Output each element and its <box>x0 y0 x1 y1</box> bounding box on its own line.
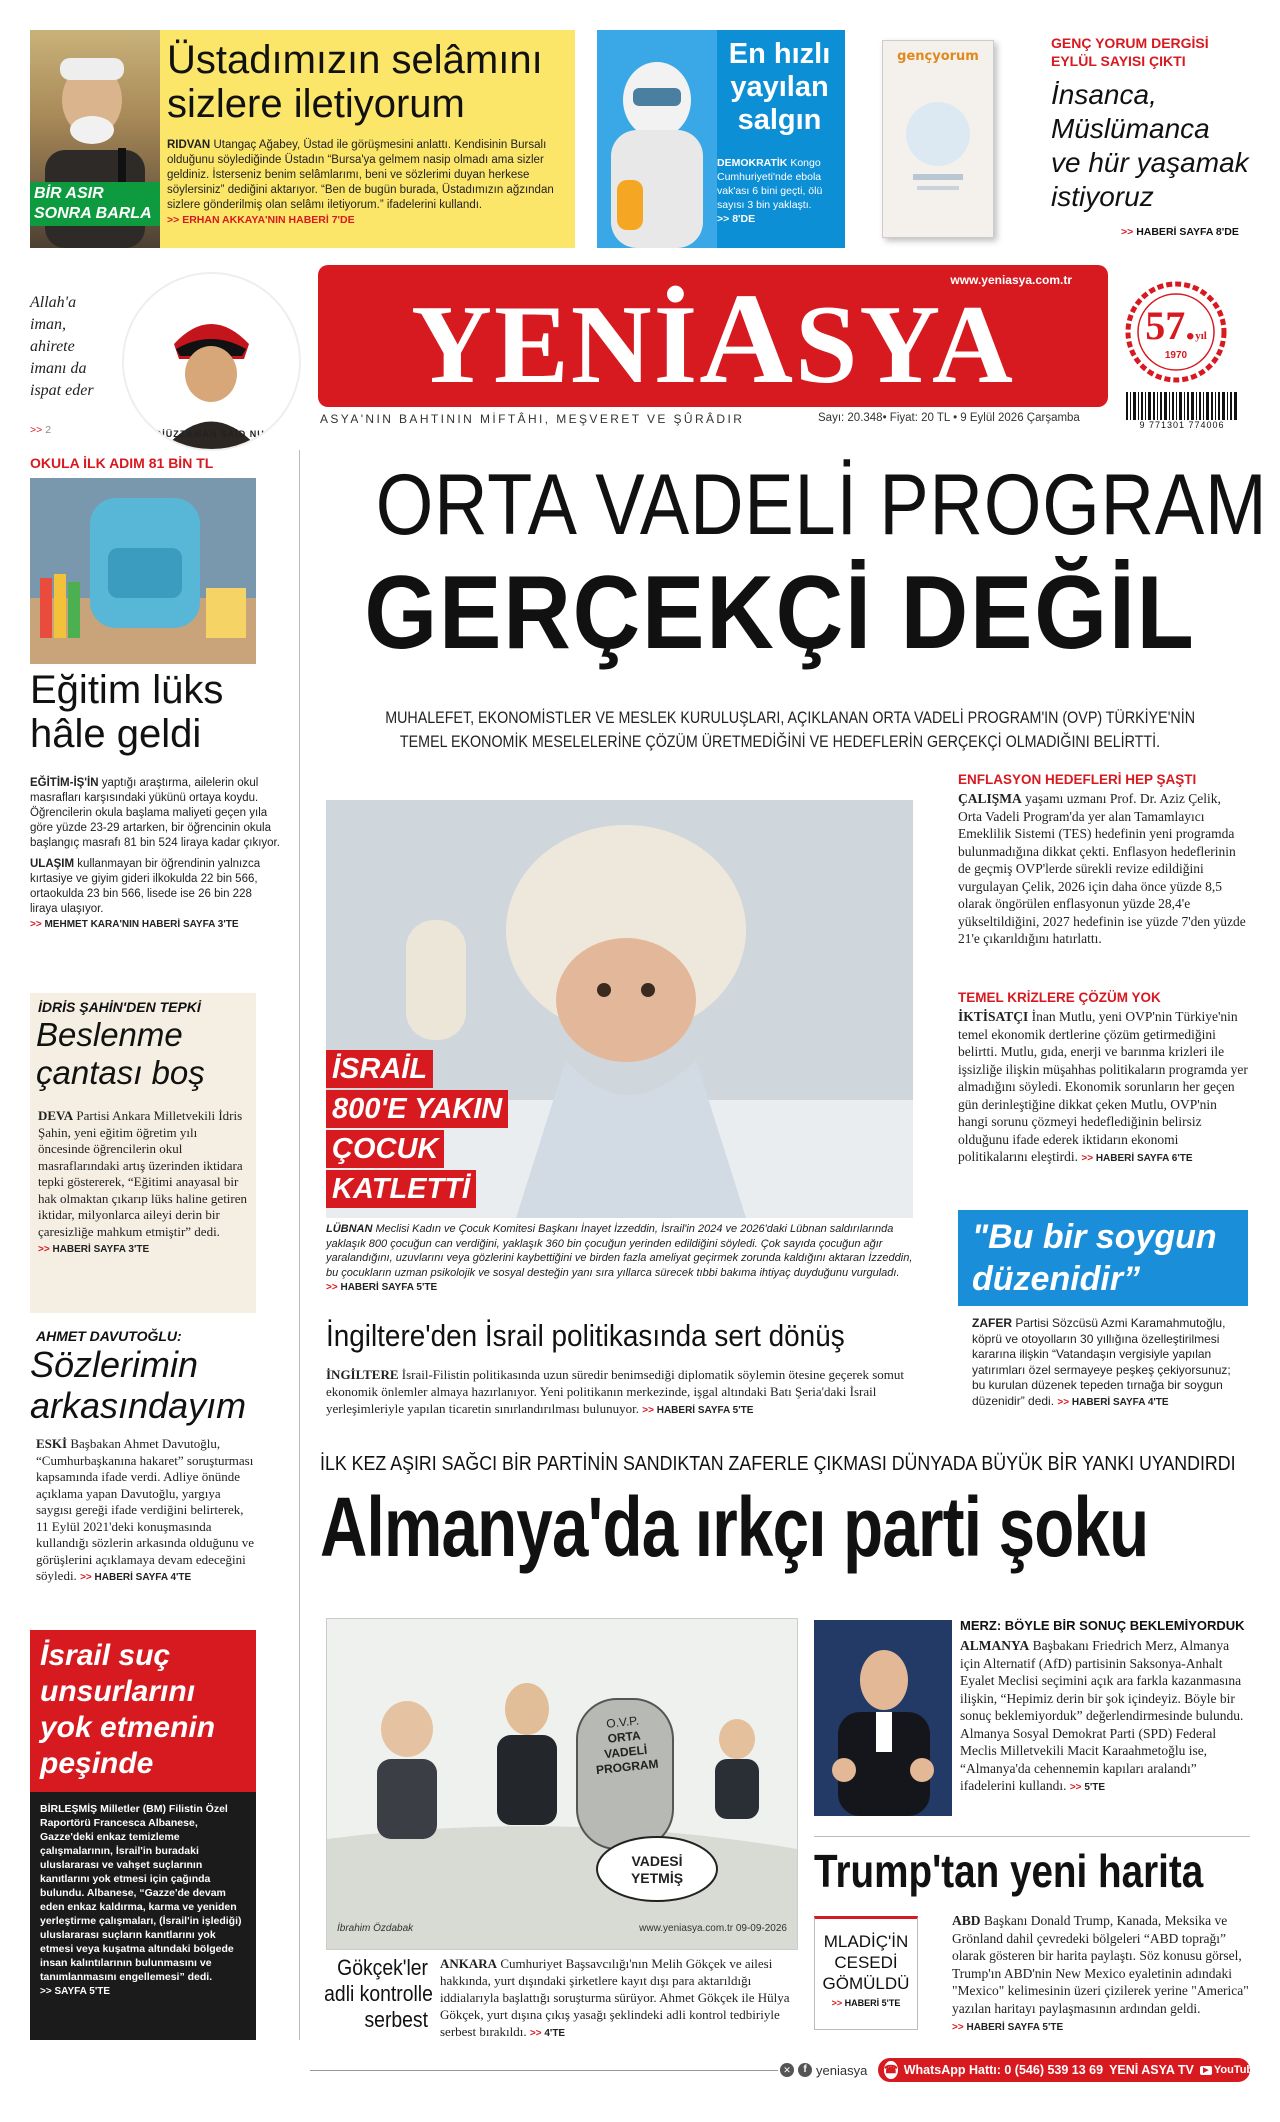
soygun-text: ZAFER Partisi Sözcüsü Azmi Karamahmutoğlu, köprü ve otoyolların 30 yıllığına özelleştirilmesi kararına ilişkin “Vatandaşın vergisiyle yapılan yatırımları özel sermayeye peşkeş çekiyorsunuz; bu kurulan düzenek tepeden tırnağa bir soygun düzenidir” dedi. >> HABERİ SAYFA 4'TE <box>972 1316 1231 1408</box>
mladic-box[interactable] <box>814 1916 918 2030</box>
ustad-photo <box>30 30 160 248</box>
beslenme-text: DEVA Partisi Ankara Milletvekili İdris Şahin, yeni eğitim öğretim yılı öncesinde öğrencilerin okul masraflarındaki artış üzerinden iktidara tepki göstererek, “Eğitimi anayasal bir hak olmaktan çıkarıp lüks haline getiren iktidar, milyonlarca aileyi derin bir çaresizliğe mahkum etmiştir” dedi. >> HABERİ SAYFA 3'TE <box>38 1108 248 1255</box>
okul-text: EĞİTİM-İŞ'İN yaptığı araştırma, ailelerin okul masrafları karşısındaki yükünü ortaya koydu. Öğrencilerin okula başlama maliyeti geçen yıla göre yüzde 23-29 artarken, bir öğrencinin okula başlangıç masrafı 81 bin 524 liraya kadar çıkıyor. ULAŞIM kullanmayan bir öğrendinin yalnızca kırtasiye ve giyim gideri ilkokulda 22 bin 566, ortaokulda 23 bin 566, lisede ise 26 bin 228 liraya ulaşıyor. >> MEHMET KARA'NIN HABERİ SAYFA 3'TE <box>30 776 282 932</box>
footer-whatsapp[interactable] <box>878 2058 1260 2082</box>
tv-label[interactable]: YENİ ASYA TV <box>1109 2063 1194 2077</box>
masthead-quote-ref[interactable]: >> 2 <box>30 424 52 436</box>
krizler-ref[interactable]: >> HABERİ SAYFA 6'TE <box>1081 1153 1193 1164</box>
main-summary: MUHALEFET, EKONOMİSTLER VE MESLEK KURULUŞLARI, AÇIKLANAN ORTA VADELİ PROGRAM'IN (OVP) TÜRKİYE'NİN TEMEL EKONOMİK MESELELERİNE ÇÖZÜM ÜRETMEDİĞİNİ VE HEDEFLERİN GERÇEKÇİ OLMADIĞINI BELİRTTİ. <box>385 708 1196 751</box>
said-nursi-portrait <box>122 272 301 451</box>
okul-ref[interactable]: >> MEHMET KARA'NIN HABERİ SAYFA 3'TE <box>30 919 239 930</box>
cartoon-tombstone-text: O.V.P. ORTA VADELİ PROGRAM <box>595 1713 660 1778</box>
photo-caption: LÜBNAN Meclisi Kadın ve Çocuk Komitesi Başkanı İnayet İzzeddin, İsrail'in 2024 ve 2026'daki Lübnan saldırılarında yaklaşık 800 çocuğun can verdiğini, yaklaşık 360 bin çocuğun yerinden edildiğini söyledi. Çok sayıda çocuğun ağır yaralandığını, uzuvlarını veya gözlerini kaybettiğini ve birden fazla ameliyat geçirmek zorunda kaldığını aktaran İzzeddin, bu çocukların uzman psikolojik ve sosyal desteğin yanı sıra yıllarca sürecek tıbbi bakıma ihtiyaç duyduğunu vurguladı. >> HABERİ SAYFA 5'TE <box>326 1223 913 1293</box>
enflasyon-kicker: ENFLASYON HEDEFLERİ HEP ŞAŞTI <box>958 772 1197 787</box>
anniversary-number: 57.yıl <box>1145 303 1207 348</box>
left-column-divider <box>299 450 300 2040</box>
almanya-kicker: İLK KEZ AŞIRI SAĞCI BİR PARTİNİN SANDIKTAN ZAFERLE ÇIKMASI DÜNYADA BÜYÜK BİR YANKI UYANDIRDI <box>320 1453 1236 1475</box>
cartoon-illustration <box>327 1619 797 1949</box>
masthead-quote: Allah'a iman, ahirete imanı da ispat eder <box>30 294 94 399</box>
footer-rule <box>310 2070 778 2071</box>
main-headline <box>310 455 1268 671</box>
soygun-quote-box: "Bu bir soygun düzenidir” <box>958 1210 1248 1306</box>
promo-salgin[interactable] <box>597 30 845 248</box>
mladic-ref[interactable]: >> HABERİ 5'TE <box>831 1998 901 2008</box>
beslenme-title: Beslenme çantası boş <box>36 1016 205 1091</box>
ingiltere-text: İNGİLTERE İsrail-Filistin politikasında uzun süredir benimsediği diplomatik söylemin ötesine geçerek somut ekonomik önlemler almaya hazırlanıyor. Yeni politikanın merkezinde, işgal altındaki Batı Şeria'daki İsrail yerleşimleriyle yapılan ticaretin sınırlandırılması bulunuyor. >> HABERİ SAYFA 5'TE <box>326 1367 904 1416</box>
davutoglu-kicker: AHMET DAVUTOĞLU: <box>36 1328 182 1344</box>
facebook-icon[interactable]: f <box>798 2063 812 2077</box>
merz-photo <box>814 1620 952 1816</box>
gokcek-ref[interactable]: >> 4'TE <box>529 2028 566 2039</box>
trump-headline: Trump'tan yeni harita <box>814 1845 1204 1897</box>
almanya-headline: Almanya'da ırkçı parti şoku <box>320 1480 1149 1574</box>
soygun-ref[interactable]: >> HABERİ SAYFA 4'TE <box>1057 1396 1169 1408</box>
beslenme-kicker: İDRİS ŞAHİN'DEN TEPKİ <box>38 999 201 1015</box>
merz-ref[interactable]: >> 5'TE <box>1069 1782 1106 1793</box>
cartoon-bubble-text: VADESİ YETMİŞ <box>630 1853 684 1886</box>
ingiltere-ref[interactable]: >> HABERİ SAYFA 5'TE <box>642 1405 754 1416</box>
okul-kicker: OKULA İLK ADIM 81 BİN TL <box>30 455 214 471</box>
logo-left: YENİ <box>411 283 700 407</box>
israil-box-title: İsrail suç unsurlarını yok etmenin peşinde <box>30 1630 256 1792</box>
davutoglu-text: ESKİ Başbakan Ahmet Davutoğlu, “Cumhurbaşkanına hakaret” soruşturması kapsamında ifade verdi. Adliye önünde açıklama yapan Davutoğlu, yargıya saygısı gereği ifade verdiğini belirterek, 11 Eylül 2021'deki konuşmasında kullandığı sözlerin arkasında olduğunu ve görüşlerini açıklamaya devam edeceğini söyledi. >> HABERİ SAYFA 4'TE <box>36 1436 255 1583</box>
main-headline-line2: GERÇEKÇİ DEĞİL <box>364 555 1196 671</box>
portrait-caption: BEDİÜZZAMAN SAİD NURSİ <box>140 429 283 439</box>
salgin-title: En hızlı yayılan salgın <box>728 38 831 136</box>
logo-mid: A <box>699 267 796 411</box>
school-supplies-photo <box>30 478 256 664</box>
ustad-tag: BİR ASIR SONRA BARLA <box>30 182 160 226</box>
gokcek-text: ANKARA Cumhuriyet Başsavcılığı'nın Melih Gökçek ve ailesi hakkında, yurt dışındaki şirketlere kayıt dışı para aktarıldığı iddialarıyla başlattığı soruşturma sürüyor. Ahmet Gökçek ile Hülya Gökçek, yurt dışına çıkış yasağı şeklindeki adli kontrol tedbiriyle serbest bırakıldı. >> 4'TE <box>440 1956 790 2039</box>
genc-yorum-ref[interactable]: >> HABERİ SAYFA 8'DE <box>1121 226 1239 238</box>
merz-kicker: MERZ: BÖYLE BİR SONUÇ BEKLEMİYORDUK <box>960 1618 1245 1633</box>
phone-icon: ☎ <box>884 2061 898 2079</box>
krizler-kicker: TEMEL KRİZLERE ÇÖZÜM YOK <box>958 990 1161 1005</box>
portrait-illustration <box>124 274 299 449</box>
youtube-icon[interactable]: ▶ YouTube <box>1200 2064 1259 2076</box>
masthead-issue-info: Sayı: 20.348• Fiyat: 20 TL • 9 Eylül 2026 Çarşamba <box>818 412 1080 424</box>
masthead-website[interactable]: www.yeniasya.com.tr <box>950 273 1072 287</box>
barcode-number: 9 771301 774006 <box>1139 420 1225 430</box>
hazmat-worker-illustration <box>597 30 717 248</box>
whatsapp-number[interactable]: WhatsApp Hattı: 0 (546) 539 13 69 <box>903 2063 1104 2077</box>
photo-caption-ref[interactable]: >> HABERİ SAYFA 5'TE <box>326 1282 438 1293</box>
krizler-text: İKTİSATÇI İnan Mutlu, yeni OVP'nin Türkiye'nin temel ekonomik dertlerine çözüm getirmediğini belirtti. Mutlu, gıda, enerji ve barınma krizleri ile işsizliğe ilişkin müşahhas politikaların programda yer almadığını söyledi. Ekonomik sorunların her geçen gün derinleştiğine dikkat çeken Mutlu, OVP'nin hangi sorunu çözmeyi hedeflediğinin belirsiz olduğunu ifade ederek iktidarın ekonomi politikalarını eleştirdi. >> HABERİ SAYFA 6'TE <box>958 1009 1248 1164</box>
promo-ustad[interactable] <box>30 30 575 248</box>
mladic-title: MLADİÇ'İN CESEDİ GÖMÜLDÜ <box>822 1932 910 1993</box>
masthead-logo-bar <box>318 265 1108 411</box>
x-icon[interactable]: ✕ <box>780 2063 794 2077</box>
israil-box-text: BİRLEŞMİŞ Milletler (BM) Filistin Özel Raportörü Francesca Albanese, Gazze'deki enkaz temizleme çalışmalarının, İsrail'in buradaki uluslararası ve vahşet suçlarının kanıtlarını yok etmesi için çağında bulundu. Albanese, “Gazze'de devam eden enkaz kaldırma, karma ve yeniden yerleştirme çalışmaları, (İsrail'in işlediği) uluslararası suçların kanıtlarını yok etmesi veya kuşatma altındaki bölgede insan kalıntılarının bulunmasını ve tanımlanmasını engellemesi” dedi. >> SAYFA 5'TE <box>40 1803 242 1997</box>
cartoon-signature: İbrahim Özdabak <box>337 1923 414 1934</box>
okul-title: Eğitim lüks hâle geldi <box>30 668 224 756</box>
masthead-motto: ASYA'NIN BAHTININ MİFTÂHI, MEŞVERET VE ŞÛRÂDIR <box>320 412 745 426</box>
main-headline-line1: ORTA VADELİ PROGRAM <box>375 457 1268 553</box>
ustad-title: Üstadımızın selâmını sizlere iletiyorum <box>167 38 543 126</box>
ustad-text: RIDVAN Utangaç Ağabey, Üstad ile görüşmesini anlattı. Kendisinin Bursalı olduğunu söylediğinde Üstadın “Bursa'ya gelmem nasip olmadı ama sizler geldiniz. İsterseniz benim selâmlarımı, beni ve sözlerimi duyan herkese söylersiniz” dediğini aktarıyor. “Ben de bugün burada, Üstadımızın ağzından sizlere gönderilmiş olan selâmı iletiyorum.” ifadelerini kullandı. >> ERHAN AKKAYA'NIN HABERİ 7'DE <box>167 139 554 226</box>
genc-yorum-kicker: GENÇ YORUM DERGİSİ EYLÜL SAYISI ÇIKTI <box>1051 35 1209 69</box>
gokcek-title: Gökçek'ler adli kontrolle serbest <box>324 1955 433 2032</box>
ovp-cartoon <box>326 1618 798 1950</box>
enflasyon-text: ÇALIŞMA yaşamı uzmanı Prof. Dr. Aziz Çelik, Orta Vadeli Program'da yer alan Tamamlayıcı Emeklilik Sistemi (TES) hedefinin yeni programda bulunmadığına dikkat çekti. Enflasyon hedeflerinin de geçmiş OVP'lerde sürekli revize edildiğini vurgulayan Çelik, 2026 için daha önce yüzde 8,5 olarak öngörülen enflasyonun yüzde 28,4'e yükseltildiğini, 2027 hedefinin ise yüzde 7'den yüzde 21'e çıkarıldığını hatırlattı. <box>958 791 1246 946</box>
israil-box-ref[interactable]: >> SAYFA 5'TE <box>40 1986 111 1997</box>
masthead-logo <box>318 267 1108 411</box>
footer-social[interactable] <box>780 2060 867 2080</box>
promo-genc-yorum[interactable] <box>876 30 1250 248</box>
davutoglu-title: Sözlerimin arkasındayım <box>30 1344 247 1426</box>
cartoon-credit: www.yeniasya.com.tr 09-09-2026 <box>639 1923 787 1934</box>
backpack-illustration <box>30 478 256 664</box>
salgin-text: DEMOKRATİK Kongo Cumhuriyeti'nde ebola vak'ası 6 bini geçti, ölü sayısı 3 bin yaklaştı. >> 8'DE <box>717 157 823 225</box>
barcode-icon <box>1124 392 1240 420</box>
merz-text: ALMANYA Başbakanı Friedrich Merz, Almanya için Alternatif (AfD) partisinin Saksonya-Anhalt Eyalet Meclisi seçimini açık ara farkla kazanmasına ilişkin, “Hepimiz derin bir şok içindeyiz. Böyle bir sonuç beklemiyorduk” değerlendirmesinde bulundu. Almanya Sosyal Demokrat Parti (SPD) Federal Meclis Milletvekili Macit Karaahmetoğlu ise, “Almanya'da cehennemin kapıları aralandı” ifadelerini kullandı. >> 5'TE <box>960 1638 1244 1793</box>
trump-ref[interactable]: >> HABERİ SAYFA 5'TE <box>952 2022 1064 2033</box>
logo-right: SYA <box>795 283 1015 407</box>
trump-text: ABD Başkanı Donald Trump, Kanada, Meksika ve Grönland dahil çevredeki bölgeleri “ABD toprağı” olarak gösteren bir harita paylaştı. Söz konusu görsel, Trump'ın ABD'nin New Mexico eyaletinin adındaki "Mexico" kelimesinin üzeri çizilerek yerine "America" yazılan haritayı paylaşmasının ardından geldi. >> HABERİ SAYFA 5'TE <box>952 1913 1249 2033</box>
anniversary-badge <box>1124 280 1228 384</box>
magazine-cover-art <box>883 64 993 214</box>
anniversary-year: 1970 <box>1164 350 1188 361</box>
davutoglu-ref[interactable]: >> HABERİ SAYFA 4'TE <box>80 1572 192 1583</box>
social-handle: yeniasya <box>816 2062 868 2078</box>
genc-yorum-title: İnsanca, Müslümanca ve hür yaşamak istiyoruz <box>1051 79 1249 212</box>
photo-overlay: İSRAİL 800'E YAKIN ÇOCUK KATLETTİ <box>326 1050 508 1208</box>
beslenme-ref[interactable]: >> HABERİ SAYFA 3'TE <box>38 1244 150 1255</box>
ustad-ref[interactable]: >> ERHAN AKKAYA'NIN HABERİ 7'DE <box>167 214 355 226</box>
salgin-ref[interactable]: >> 8'DE <box>717 213 756 225</box>
trump-headline-rule <box>814 1836 1250 1837</box>
merz-illustration <box>814 1620 952 1816</box>
magazine-cover <box>882 40 994 238</box>
israil-box[interactable] <box>30 1630 256 2040</box>
magazine-logo: gençyorum <box>897 49 979 64</box>
barcode <box>1124 392 1240 430</box>
ingiltere-title: İngiltere'den İsrail politikasında sert dönüş <box>326 1318 845 1353</box>
